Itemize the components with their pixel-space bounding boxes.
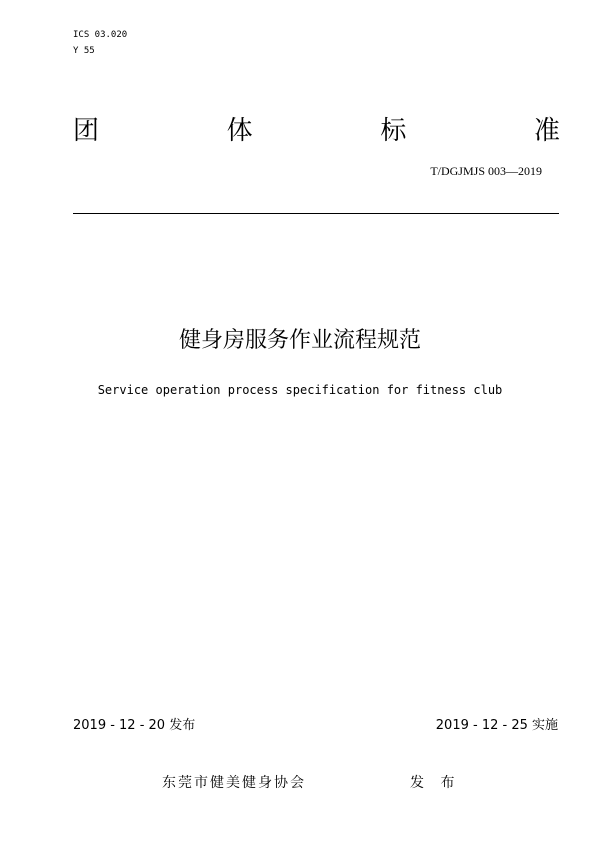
standard-type-char-3: 标	[380, 116, 407, 146]
implementation-date: 2019 - 12 - 25 实施	[435, 718, 558, 733]
standard-type-char-2: 体	[226, 116, 253, 146]
standard-type-char-4: 准	[533, 116, 560, 146]
standard-number: T/DGJMJS 003—2019	[430, 164, 542, 178]
header-divider	[73, 213, 559, 214]
ics-code: ICS 03.020	[73, 30, 128, 40]
classification-code: Y 55	[73, 46, 95, 56]
issuing-organization: 东莞市健美健身协会	[162, 775, 306, 791]
standard-type-heading	[73, 116, 560, 146]
standard-type-char-1: 团	[73, 116, 100, 146]
document-title-english: Service operation process specification for fitness club	[97, 383, 503, 397]
issue-label: 发 布	[410, 775, 461, 791]
document-title-chinese: 健身房服务作业流程规范	[178, 328, 421, 353]
publication-date: 2019 - 12 - 20 发布	[73, 718, 196, 733]
